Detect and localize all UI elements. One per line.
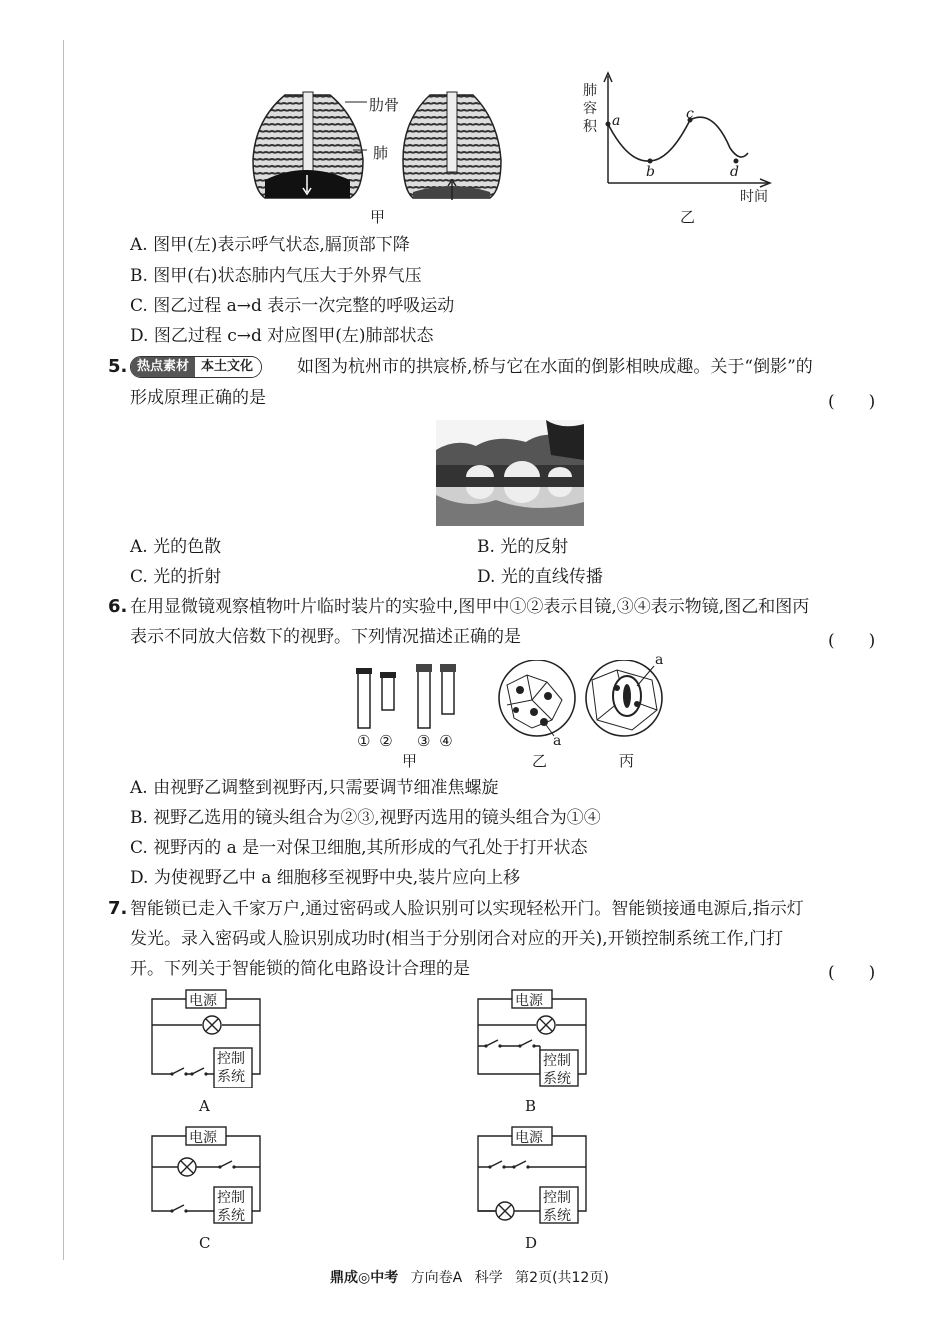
q6-option-d: D. 为使视野乙中 a 细胞移至视野中央,装片应向上移 [130,868,521,888]
q6-caption-bing: 丙 [619,752,635,770]
q7-answer-blank: ( ) [828,963,876,983]
q6-caption-jia: 甲 [402,752,418,770]
circuit-b-power-label: 电源 [515,993,543,1009]
point-a: a [612,113,621,129]
q5-option-b: B. 光的反射 [477,537,569,557]
q5-stem-line2: 形成原理正确的是 [130,388,266,408]
microscope-figure [352,660,682,740]
q6-caption-yi: 乙 [532,752,548,770]
point-c: c [686,106,694,122]
q5-tag [130,356,262,378]
q6-option-c: C. 视野丙的 a 是一对保卫细胞,其所形成的气孔处于打开状态 [130,838,588,858]
q6-option-b: B. 视野乙选用的镜头组合为②③,视野丙选用的镜头组合为①④ [130,808,601,828]
q5-stem-line1: 如图为杭州市的拱宸桥,桥与它在水面的倒影相映成趣。关于“倒影”的 [297,357,813,377]
lung-volume-graph [578,68,788,198]
q5-answer-blank: ( ) [828,392,876,412]
q6-stem-line2: 表示不同放大倍数下的视野。下列情况描述正确的是 [130,627,521,647]
circuit-c-system-label: 控制 系统 [217,1190,245,1224]
circuit-d-system-label: 控制 系统 [543,1190,571,1224]
label-rib: 肋骨 [369,96,400,114]
q4-option-b: B. 图甲(右)状态肺内气压大于外界气压 [130,266,422,286]
q7-stem-line1: 智能锁已走入千家万户,通过密码或人脸识别可以实现轻松开门。智能锁接通电源后,指示灯 [130,899,804,919]
circuit-d-label: D [525,1234,538,1252]
page-footer [330,1267,670,1287]
graph-xlabel: 时间 [740,189,768,205]
caption-yi: 乙 [680,208,696,226]
q7-stem-line2: 发光。录入密码或人脸识别成功时(相当于分别闭合对应的开关),开锁控制系统工作,门打 [130,929,784,949]
tag-hot-material: 热点素材 [131,357,195,377]
circuit-b-label: B [525,1097,537,1115]
q7-number: 7. [108,898,128,919]
circuit-a-label: A [199,1097,210,1115]
point-b: b [646,164,655,180]
q5-number: 5. [108,356,128,377]
caption-jia: 甲 [370,208,386,226]
q4-option-a: A. 图甲(左)表示呼气状态,膈顶部下降 [130,235,410,255]
tag-local-culture: 本土文化 [195,357,261,377]
footer-paper: 方向卷A [410,1270,463,1286]
q4-option-d: D. 图乙过程 c→d 对应图甲(左)肺部状态 [130,326,434,346]
q6-stem-line1: 在用显微镜观察植物叶片临时装片的实验中,图甲中①②表示目镜,③④表示物镜,图乙和图丙 [130,597,810,617]
q6-number: 6. [108,596,128,617]
q6-option-a: A. 由视野乙调整到视野丙,只需要调节细准焦螺旋 [130,778,499,798]
lens-labels-12: ① ② [357,732,395,750]
circuit-c-power-label: 电源 [189,1130,217,1146]
q4-option-c: C. 图乙过程 a→d 表示一次完整的呼吸运动 [130,296,455,316]
bridge-photo [436,420,584,526]
q5-option-a: A. 光的色散 [130,537,222,557]
q6-answer-blank: ( ) [828,631,876,651]
q5-option-d: D. 光的直线传播 [477,567,603,587]
circuit-a-power-label: 电源 [189,993,217,1009]
graph-ylabel: 肺容积 [583,83,597,135]
mark-a-bing: a [655,652,664,668]
footer-brand: 鼎成◎中考 [330,1270,399,1286]
q7-stem-line3: 开。下列关于智能锁的简化电路设计合理的是 [130,959,470,979]
mark-a-yi: a [553,733,562,749]
footer-page: 第2页(共12页) [515,1270,609,1286]
point-d: d [730,164,739,180]
label-lung: 肺 [373,144,389,162]
footer-subject: 科学 [474,1270,503,1286]
q5-option-c: C. 光的折射 [130,567,222,587]
circuit-a-system-label: 控制 系统 [217,1051,245,1085]
circuit-b-system-label: 控制 系统 [543,1053,571,1087]
lens-labels-34: ③ ④ [417,732,455,750]
circuit-c-label: C [199,1234,211,1252]
margin-line [63,40,64,1260]
circuit-d-power-label: 电源 [515,1130,543,1146]
